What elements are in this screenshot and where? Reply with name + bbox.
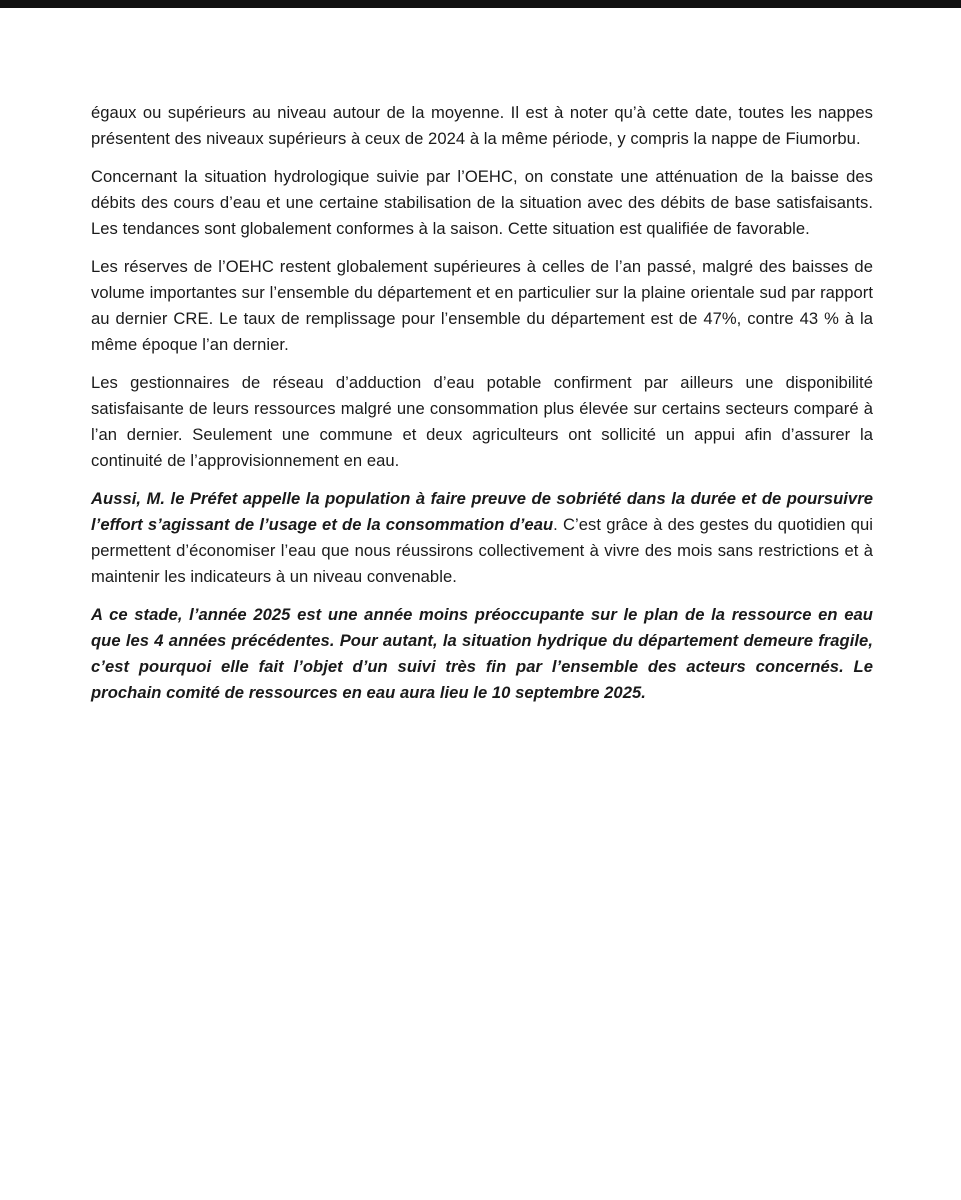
- top-border-bar: [0, 0, 961, 8]
- paragraph-hydrology: Concernant la situation hydrologique suivie par l’OEHC, on constate une atténuation de la baisse des débits des cours d’eau et une certaine stabilisation de la situation avec des débits de base satisfaisants. Les tendances sont globalement conformes à la saison. Cette situation est qualifiée de favorable.: [91, 167, 873, 238]
- paragraph-drinking-water: Les gestionnaires de réseau d’adduction d’eau potable confirment par ailleurs une disponibilité satisfaisante de leurs ressources malgré une consommation plus élevée sur certains secteurs comparé à l’an dernier. Seulement une commune et deux agriculteurs ont sollicité un appui afin d’assurer la continuité de l’approvisionnement en eau.: [91, 373, 873, 470]
- prefect-appeal-emphasis: Aussi, M. le Préfet appelle la population à faire preuve de sobriété dans la durée et de poursuivre l’effort s’agissant de l’usage et de la consommation d’eau: [91, 489, 873, 534]
- prefect-appeal-rest: . C’est grâce à des gestes du quotidien qui permettent d’économiser l’eau que nous réussirons collectivement à vivre des mois sans restrictions et à maintenir les indicateurs à un niveau convenable.: [91, 515, 873, 586]
- document-page: [91, 100, 873, 718]
- paragraph-reserves: Les réserves de l’OEHC restent globalement supérieures à celles de l’an passé, malgré des baisses de volume importantes sur l’ensemble du département et en particulier sur la plaine orientale sud par rapport au dernier CRE. Le taux de remplissage pour l’ensemble du département est de 47%, contre 43 % à la même époque l’an dernier.: [91, 257, 873, 354]
- paragraph-prefect-appeal: [91, 486, 873, 590]
- paragraph-groundwater: égaux ou supérieurs au niveau autour de la moyenne. Il est à noter qu’à cette date, toutes les nappes présentent des niveaux supérieurs à ceux de 2024 à la même période, y compris la nappe de Fiumorbu.: [91, 103, 873, 148]
- paragraph-conclusion: A ce stade, l’année 2025 est une année moins préoccupante sur le plan de la ressource en eau que les 4 années précédentes. Pour autant, la situation hydrique du département demeure fragile, c’est pourquoi elle fait l’objet d’un suivi très fin par l’ensemble des acteurs concernés. Le prochain comité de ressources en eau aura lieu le 10 septembre 2025.: [91, 605, 873, 702]
